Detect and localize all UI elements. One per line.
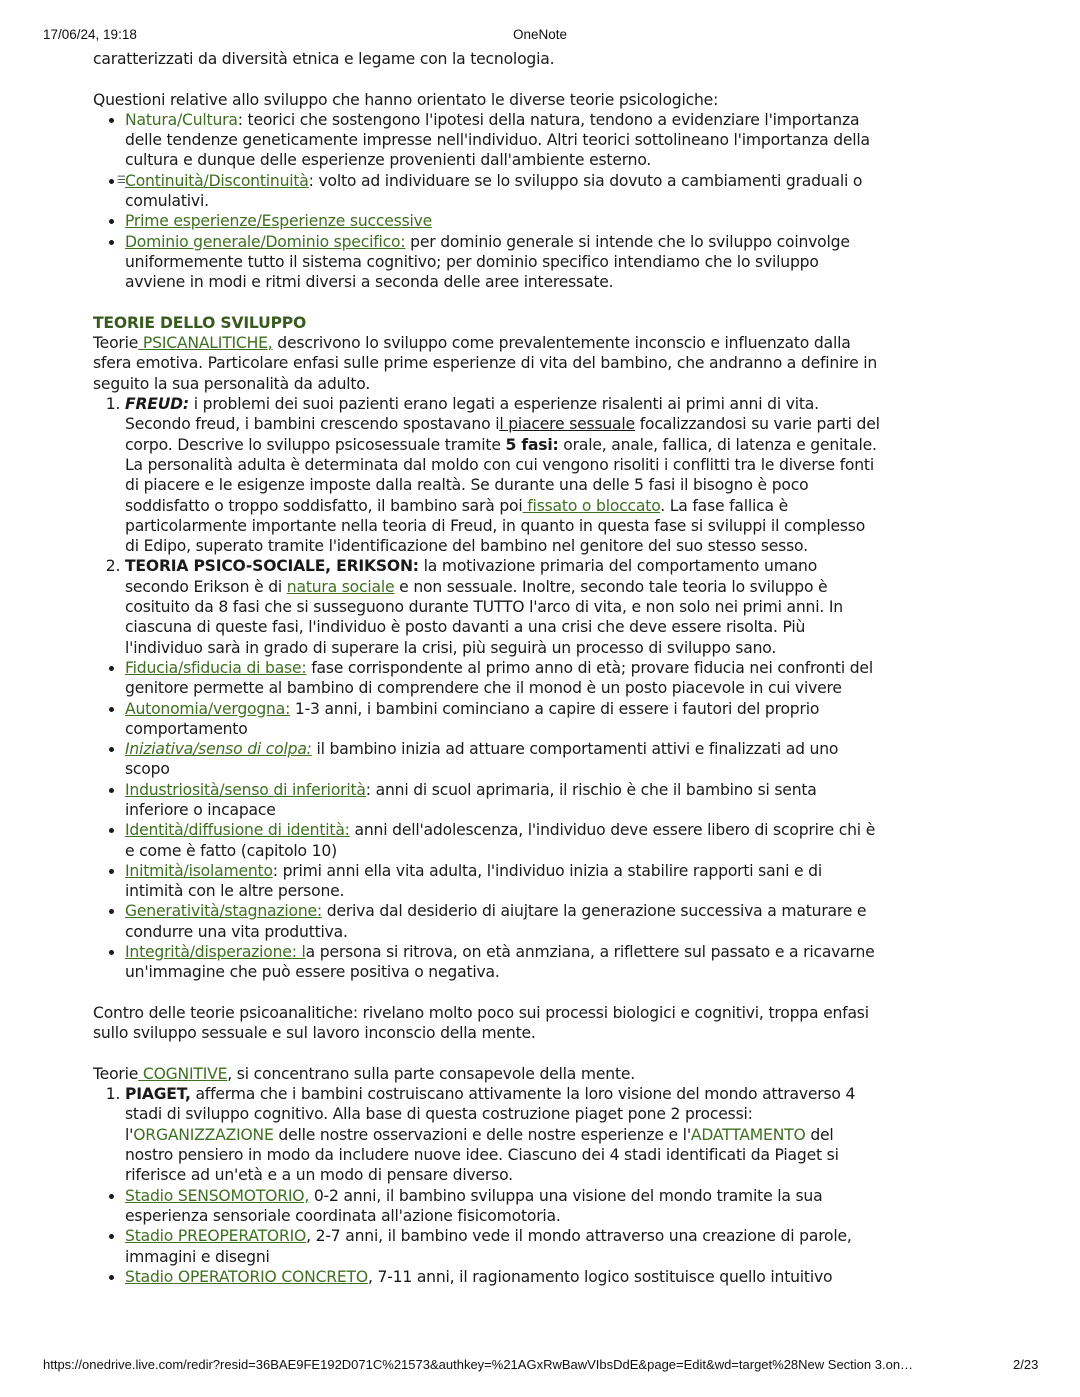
list-item: • Generatività/stagnazione: deriva dal desiderio di aiujtare la generazione successiva a maturare e condurre una vita produttiva. (125, 901, 883, 942)
term-cognitive[interactable]: COGNITIVE (138, 1064, 228, 1083)
section-heading: TEORIE DELLO SVILUPPO (93, 313, 307, 332)
page-url: https://onedrive.live.com/redir?resid=36BAE9FE192D071C%21573&authkey=%21AGxRwBawVIbsDdE&page=Edit&wd=target%28New Section 3.on… (43, 1357, 914, 1372)
list-item (125, 211, 883, 231)
cognitive-paragraph: Teorie COGNITIVE, si concentrano sulla parte consapevole della mente. (93, 1064, 636, 1083)
questions-intro: Questioni relative allo sviluppo che hanno orientato le diverse teorie psicologiche: (93, 90, 719, 109)
erikson-stages (93, 658, 883, 983)
list-item: • Identità/diffusione di identità: anni dell'adolescenza, l'individuo deve essere libero di scoprire chi è e come è fatto (capitolo 10) (125, 820, 883, 861)
list-item: • Autonomia/vergogna: 1-3 anni, i bambini cominciano a capire di essere i fautori del proprio comportamento (125, 699, 883, 740)
tag-icon[interactable]: • ☰ (117, 174, 126, 186)
list-item: • Initmità/isolamento: primi anni ella vita adulta, l'individuo inizia a stabilire rapporti sani e di intimità con le altre persone. (125, 861, 883, 902)
psicoanalitiche-paragraph: Teorie PSICANALITICHE, descrivono lo sviluppo come prevalentemente inconscio e influenzato dalla sfera emotiva. Particolare enfasi sulle prime esperienze di vita del bambino, che andranno a definire in seguito la sua personalità da adulto. (93, 334, 878, 393)
list-item: • Stadio SENSOMOTORIO, 0-2 anni, il bambino sviluppa una visione del mondo tramite la sua esperienza sensoriale coordinata all'azione fisicomotoria. (125, 1186, 883, 1227)
page-number: 2/23 (1013, 1357, 1039, 1372)
list-item: • Iniziativa/senso di colpa: il bambino inizia ad attuare comportamenti attivi e finalizzati ad uno scopo (125, 739, 883, 780)
term-psicanalitiche[interactable]: PSICANALITICHE, (138, 334, 273, 353)
list-item: • Industriosità/senso di inferiorità: anni di scuol aprimaria, il rischio è che il bambino si senta inferiore o incapace (125, 780, 883, 821)
list-item: • Stadio OPERATORIO CONCRETO, 7-11 anni, il ragionamento logico sostituisce quello intuitivo (125, 1267, 883, 1287)
intro-line: caratterizzati da diversità etnica e legame con la tecnologia. (93, 50, 555, 68)
piaget-name: PIAGET, (125, 1085, 191, 1104)
list-item: • Dominio generale/Dominio specifico: per dominio generale si intende che lo sviluppo coinvolge uniformemente tutto il sistema cognitivo; per dominio specifico intendiamo che lo sviluppo avviene in modi e ritmi diversi a seconda delle aree interessate. (125, 232, 883, 293)
piacere-sessuale-link[interactable]: l piacere sessuale (499, 415, 635, 434)
critique-paragraph: Contro delle teorie psicoanalitiche: rivelano molto poco sui processi biologici e cognitivi, troppa enfasi sullo sviluppo sessuale e sul lavoro inconscio della mente. (93, 1003, 869, 1043)
fissato-bloccato-link[interactable]: fissato o bloccato (522, 496, 661, 515)
list-item: • ☰ Continuità/Discontinuità: volto ad individuare se lo sviluppo sia dovuto a cambiamenti graduali o comulativi. (125, 171, 883, 212)
list-item: • Integrità/disperazione: la persona si ritrova, on età anmziana, a riflettere sul passato e a ricavarne un'immagine che può essere positiva o negativa. (125, 942, 883, 983)
list-item: • Fiducia/sfiducia di base: fase corrispondente al primo anno di età; provare fiducia nei confronti del genitore permette al bambino di comprendere che il monod è un posto piacevole in cui vivere (125, 658, 883, 699)
questions-list (93, 110, 883, 293)
term-adattamento: ADATTAMENTO (690, 1125, 806, 1144)
list-item: • Natura/Cultura: teorici che sostengono l'ipotesi della natura, tendono a evidenziare l'importanza delle tendenze geneticamente impresse nell'individuo. Altri teorici sottolineano l'importanza della cultura e dunque delle esperienze provenienti dall'ambiente esterno. (125, 110, 883, 171)
list-item-erikson: 2. TEORIA PSICO-SOCIALE, ERIKSON: la motivazione primaria del comportamento umano secondo Erikson è di natura sociale e non sessuale. Inoltre, secondo tale teoria lo sviluppo è cosituito da 8 fasi che si susseguono durante TUTTO l'arco di vita, e non solo nei primi anni. In ciascuna di queste fasi, l'individuo è posto davanti a una crisi che deve essere risolta. Più l'individuo sarà in grado di superare la crisi, più seguirà un processo di sviluppo sano. (125, 556, 883, 657)
list-item-piaget: 1. PIAGET, afferma che i bambini costruiscano attivamente la loro visione del mondo attraverso 4 stadi di sviluppo cognitivo. Alla base di questa costruzione piaget pone 2 processi: l'ORGANIZZAZIONE delle nostre osservazioni e delle nostre esperienze e l'ADATTAMENTO del nostro pensiero in modo da includere nuove idee. Ciascuno dei 4 stadi identificati da Piaget si riferisce ad un'età e a un modo di pensare diverso. (125, 1084, 883, 1185)
page-title: OneNote (512, 27, 568, 42)
freud-name: FREUD: (125, 395, 189, 414)
cognitive-list (93, 1084, 883, 1185)
term-natura-cultura: Natura/Cultura (125, 110, 238, 129)
print-date: 17/06/24, 19:18 (43, 27, 137, 42)
erikson-name: TEORIA PSICO-SOCIALE, ERIKSON: (125, 557, 419, 576)
natura-sociale-link[interactable]: natura sociale (286, 577, 395, 596)
term-organizzazione: ORGANIZZAZIONE (133, 1125, 274, 1144)
list-item-freud: 1. FREUD: i problemi dei suoi pazienti erano legati a esperienze risalenti ai primi anni di vita. Secondo freud, i bambini crescendo spostavano il piacere sessuale focalizzandosi su varie parti del corpo. Descrive lo sviluppo psicosessuale tramite 5 fasi: orale, anale, fallica, di latenza e genitale. La personalità adulta è determinata dal moldo con cui vengono risoliti i conflitti tra le diverse fonti di piacere e le esigenze imposte dalla realtà. Se durante una delle 5 fasi il bisogno è poco soddisfatto o troppo soddisfatto, il bambino sarà poi fissato o bloccato. La fase fallica è particolarmente importante nella teoria di Freud, in quanto in questa fase si sviluppi il complesso di Edipo, superato tramite l'identificazione del bambino nel genitore del suo stesso sesso. (125, 394, 883, 556)
term-esperienze[interactable]: Prime esperienze/Esperienze successive (125, 212, 433, 231)
psicoanalitiche-list (93, 394, 883, 658)
list-item: • Stadio PREOPERATORIO, 2-7 anni, il bambino vede il mondo attraverso una creazione di parole, immagini e disegni (125, 1226, 883, 1267)
term-dominio[interactable]: Dominio generale/Dominio specifico: (125, 232, 406, 251)
term-continuita[interactable]: Continuità/Discontinuità (125, 171, 309, 190)
page-content (93, 49, 883, 1287)
piaget-stages (93, 1186, 883, 1287)
